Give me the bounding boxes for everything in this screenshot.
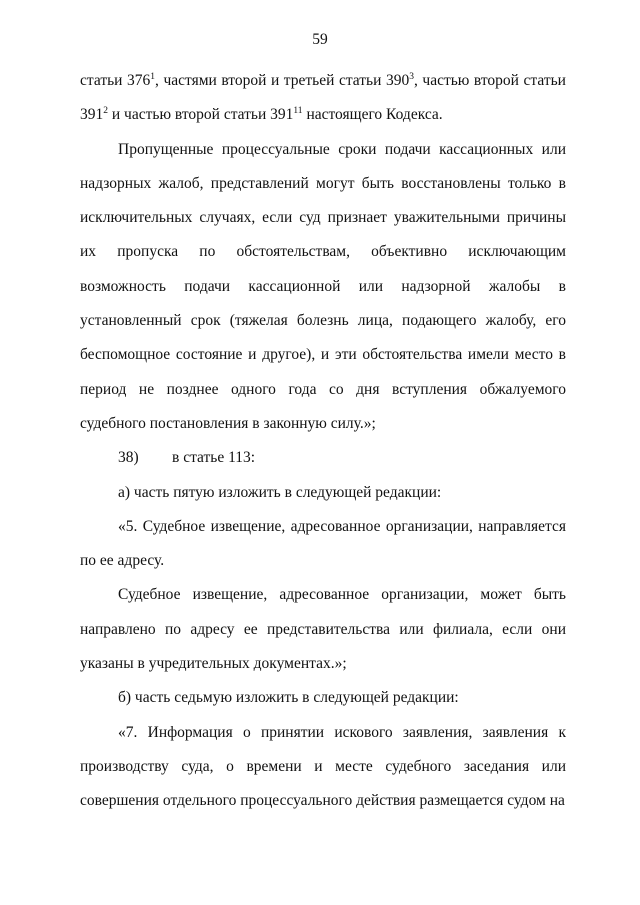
text-fragment: статьи 376 (80, 72, 151, 89)
text-fragment: настоящего Кодекса. (302, 106, 443, 124)
paragraph-subitem-b: б) часть седьмую изложить в следующей редакции: (118, 689, 459, 707)
superscript: 1 (150, 72, 156, 82)
text-fragment: , частями второй и третьей статьи 390 (155, 72, 410, 89)
item-38 (80, 441, 566, 475)
paragraph-missed-deadlines: Пропущенные процессуальные сроки подачи кассационных или надзорных жалоб, представлений могут быть восстановлены только в исключительных случаях, если суд признает уважительными причины их пропуска по обстоятельствам, объективно исключающим возможность подачи кассационной или надзорной жалобы в установленный срок (тяжелая болезнь лица, подающего жалобу, его беспомощное состояние и другое), и эти обстоятельства имели место в период не позднее одного года со дня вступления обжалуемого судебного постановления в законную силу.»; (80, 140, 566, 432)
page-number: 59 (312, 31, 328, 48)
superscript: 3 (409, 72, 414, 82)
paragraph-part-7: «7. Информация о принятии искового заявления, заявления к производству суда, о времени и месте судебного заседания или совершения отдельного процессуального действия размещается судом на (80, 723, 566, 810)
paragraph-part-5: «5. Судебное извещение, адресованное организации, направляется по ее адресу. (80, 517, 566, 570)
text-fragment: , частью второй статьи 391 (80, 72, 566, 124)
paragraph-subitem-a: а) часть пятую изложить в следующей редакции: (118, 483, 442, 501)
item-number: 38) (118, 449, 139, 467)
paragraph-part-5-continued: Судебное извещение, адресованное организации, может быть направлено по адресу ее представительства или филиала, если они указаны в учредительных документах.»; (80, 586, 566, 673)
superscript: 2 (103, 106, 108, 117)
text-fragment: и частью второй статьи 391 (108, 106, 294, 124)
document-body (80, 64, 566, 819)
paragraph-continuation (80, 64, 566, 133)
superscript: 11 (293, 106, 303, 117)
item-text: в статье 113: (172, 449, 256, 467)
